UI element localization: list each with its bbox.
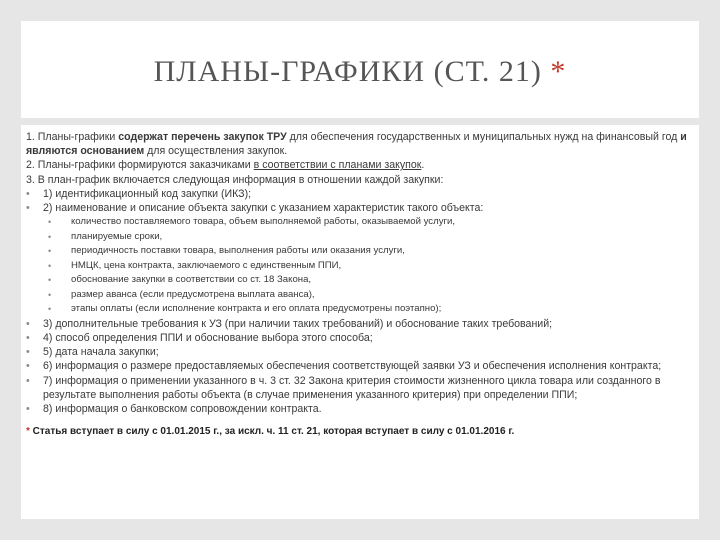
content-panel <box>21 125 699 519</box>
bullet-icon: • <box>26 346 30 359</box>
list-item-text: 6) информация о размере предоставляемых обеспечения соответствующей заявки УЗ и обеспечения исполнения контракта; <box>43 360 662 373</box>
p1-text-a: 1. Планы-графики <box>26 131 119 143</box>
bullet-icon: • <box>48 246 52 257</box>
footnote-asterisk: * <box>26 426 30 438</box>
p1-text-b: для обеспечения государственных и муниципальных нужд на финансовый год <box>286 131 681 143</box>
list-item-text: 8) информация о банковском сопровождении контракта. <box>43 402 322 415</box>
list-item <box>26 201 696 215</box>
bullet-icon: • <box>48 304 52 315</box>
list-item <box>26 331 696 345</box>
bullet-icon: • <box>48 260 52 271</box>
bullet-icon: • <box>26 187 30 200</box>
title-asterisk: * <box>550 55 567 88</box>
sub-list-item-text: размер аванса (если предусмотрена выплата аванса), <box>71 288 315 300</box>
list-item-text: 1) идентификационный код закупки (ИКЗ); <box>43 187 252 200</box>
bullet-icon: • <box>48 289 52 300</box>
sub-list-item-text: планируемые сроки, <box>71 230 163 242</box>
list-item-text: 2) наименование и описание объекта закупки с указанием характеристик такого объекта: <box>43 202 484 215</box>
paragraph-2 <box>26 158 696 172</box>
sub-list-item <box>26 288 696 303</box>
list-item-text: 3) дополнительные требования к УЗ (при наличии таких требований) и обоснование таких требований; <box>43 317 553 330</box>
bullet-icon: • <box>48 217 52 228</box>
p2-text-a: 2. Планы-графики формируются заказчиками <box>26 159 254 172</box>
sub-list-item-text: количество поставляемого товара, объем выполняемой работы, оказываемой услуги, <box>71 216 456 228</box>
sublist <box>26 215 696 317</box>
paragraph-1 <box>26 130 696 158</box>
content-body <box>26 130 696 439</box>
list-item-text: 7) информация о применении указанного в ч. 3 ст. 32 Закона критерия стоимости жизненного цикла товара или созданного в результате выполнения работы объекта (в случае применения указанного критерия) при определении ППИ; <box>43 374 661 401</box>
p1-text-c: для осуществления закупок. <box>144 145 288 158</box>
bullet-icon: • <box>26 331 30 344</box>
p1-bold-a: содержат перечень закупок ТРУ <box>118 131 287 143</box>
title-panel <box>21 21 699 118</box>
list-item-text: 5) дата начала закупки; <box>43 346 159 359</box>
bullet-icon: • <box>26 402 30 415</box>
p2-underlined: в соответствии с планами закупок <box>253 159 422 172</box>
list-a <box>26 187 696 215</box>
list-item-text: 4) способ определения ППИ и обоснование выбора этого способа; <box>43 331 373 344</box>
paragraph-3: 3. В план-график включается следующая информация в отношении каждой закупки: <box>26 173 444 186</box>
bullet-icon: • <box>48 275 52 286</box>
list-item <box>26 402 696 416</box>
footnote-text: Статья вступает в силу с 01.01.2015 г., за искл. ч. 11 ст. 21, которая вступает в силу с 01.01.2016 г. <box>29 426 515 438</box>
slide-title <box>21 55 699 89</box>
title-text: ПЛАНЫ-ГРАФИКИ (СТ. 21) <box>153 55 542 88</box>
sub-list-item-text: периодичность поставки товара, выполнения работы или оказания услуги, <box>71 245 405 257</box>
sub-list-item <box>26 259 696 274</box>
bullet-icon: • <box>26 202 30 215</box>
bullet-icon: • <box>26 317 30 330</box>
sub-list-item-text: НМЦК, цена контракта, заключаемого с единственным ППИ, <box>71 259 342 271</box>
sub-list-item <box>26 302 696 317</box>
list-b <box>26 317 696 416</box>
bullet-icon: • <box>26 360 30 373</box>
p2-text-b: . <box>421 159 425 172</box>
bullet-icon: • <box>26 374 30 387</box>
list-item <box>26 345 696 359</box>
sub-list-item <box>26 273 696 288</box>
sub-list-item <box>26 215 696 230</box>
footnote <box>26 425 696 439</box>
list-item <box>26 374 696 402</box>
list-item <box>26 359 696 373</box>
list-item <box>26 187 696 201</box>
list-item <box>26 317 696 331</box>
sub-list-item-text: этапы оплаты (если исполнение контракта и его оплата предусмотрены поэтапно); <box>71 303 442 315</box>
bullet-icon: • <box>48 231 52 242</box>
sub-list-item <box>26 244 696 259</box>
sub-list-item-text: обоснование закупки в соответствии со ст. 18 Закона, <box>71 274 312 286</box>
p1-bold-b: и являются основанием <box>26 131 687 158</box>
sub-list-item <box>26 230 696 245</box>
